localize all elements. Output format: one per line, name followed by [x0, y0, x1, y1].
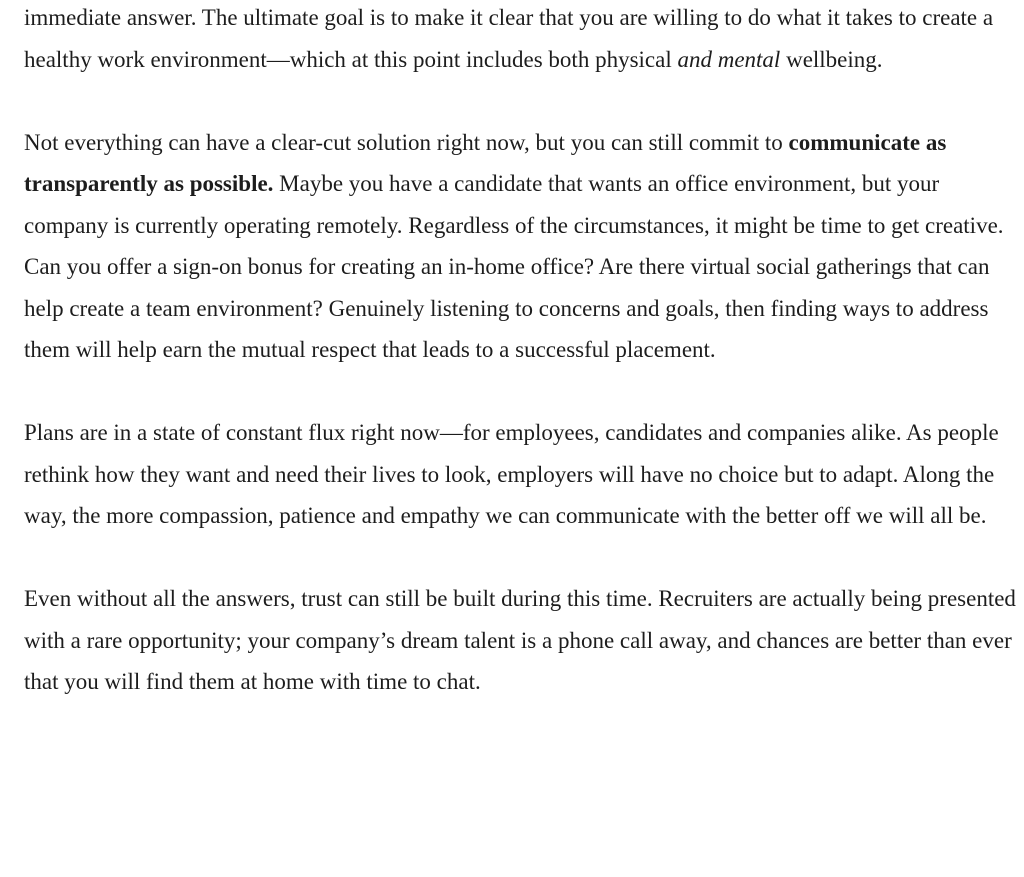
paragraph-text: Plans are in a state of constant flux right now—for employees, candidates and companies alike. As people rethink how they want and need their lives to look, employers will have no choice but to adapt. Along the way, the more compassion, patience and empathy we can communicate with the better off we will all be. [24, 420, 999, 528]
article-body [24, 0, 1020, 744]
paragraph-text: immediate answer. The ultimate goal is to make it clear that you are willing to do what it takes to create a healthy work environment—which at this point includes both physical [24, 5, 994, 72]
paragraph-text: Even without all the answers, trust can still be built during this time. Recruiters are actually being presented with a rare opportunity; your company’s dream talent is a phone call away, and chances are better than ever that you will find them at home with time to chat. [24, 586, 1016, 694]
paragraph-text: Not everything can have a clear-cut solution right now, but you can still commit to [24, 129, 789, 155]
paragraph-text: wellbeing. [780, 46, 883, 72]
paragraph-flux [24, 412, 1020, 537]
paragraph-wellbeing [24, 0, 1020, 80]
paragraph-text: Maybe you have a candidate that wants an office environment, but your company is currently operating remotely. Regardless of the circumstances, it might be time to get creative. Can you offer a sign-on bonus for creating an in-home office? Are there virtual social gatherings that can help create a team environment? Genuinely listening to concerns and goals, then finding ways to address them will help earn the mutual respect that leads to a successful placement. [24, 171, 1004, 362]
emphasis-text: and mental [677, 46, 781, 72]
paragraph-transparency [24, 122, 1020, 371]
bold-text: communicate as transparently as possible. [24, 129, 947, 196]
paragraph-trust [24, 578, 1020, 703]
